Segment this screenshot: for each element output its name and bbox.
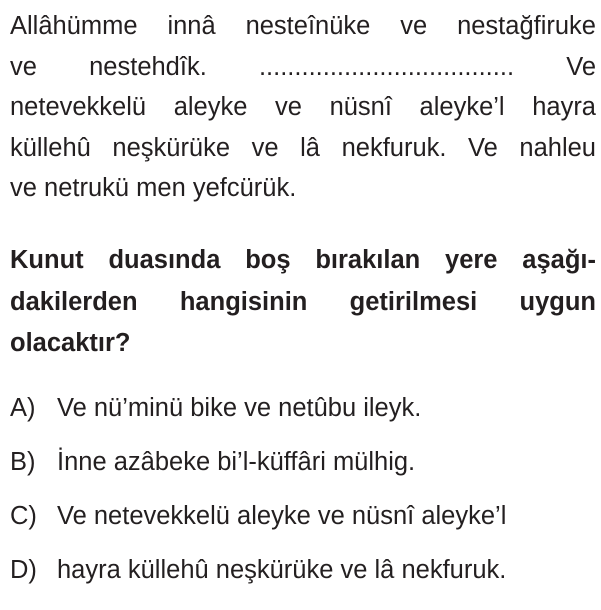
question-line-3: olacaktır? xyxy=(10,329,131,357)
prayer-passage xyxy=(10,6,596,209)
question-line-2: dakilerden hangisinin getirilmesi uygun xyxy=(10,287,596,316)
passage-line-5: ve netrukü men yefcürük. xyxy=(10,174,297,202)
option-b[interactable] xyxy=(10,448,596,502)
option-text: Ve nü’minü bike ve netûbu ileyk. xyxy=(57,394,422,422)
question-page xyxy=(10,0,596,600)
passage-line-4: küllehû neşkürüke ve lâ nekfuruk. Ve nahleu xyxy=(10,133,596,162)
passage-line-3: netevekkelü aleyke ve nüsnî aleyke’l hayra xyxy=(10,93,596,121)
answer-options xyxy=(10,394,596,610)
option-text: Ve netevekkelü aleyke ve nüsnî aleyke’l xyxy=(57,502,507,530)
question-stem xyxy=(10,240,596,365)
passage-line-1: Allâhümme innâ nesteînüke ve nestağfiruke xyxy=(10,12,596,40)
option-d[interactable] xyxy=(10,556,596,610)
question-line-1: Kunut duasında boş bırakılan yere aşağı- xyxy=(10,246,596,274)
passage-line-2: ve nestehdîk. .................................... Ve xyxy=(10,52,596,81)
option-letter: C) xyxy=(10,502,37,530)
option-letter: A) xyxy=(10,394,36,422)
option-letter: D) xyxy=(10,556,37,584)
option-text: İnne azâbeke bi’l-küffâri mülhig. xyxy=(57,448,416,476)
option-letter: B) xyxy=(10,448,36,476)
option-a[interactable] xyxy=(10,394,596,448)
option-text: hayra küllehû neşkürüke ve lâ nekfuruk. xyxy=(57,556,507,584)
option-c[interactable] xyxy=(10,502,596,556)
